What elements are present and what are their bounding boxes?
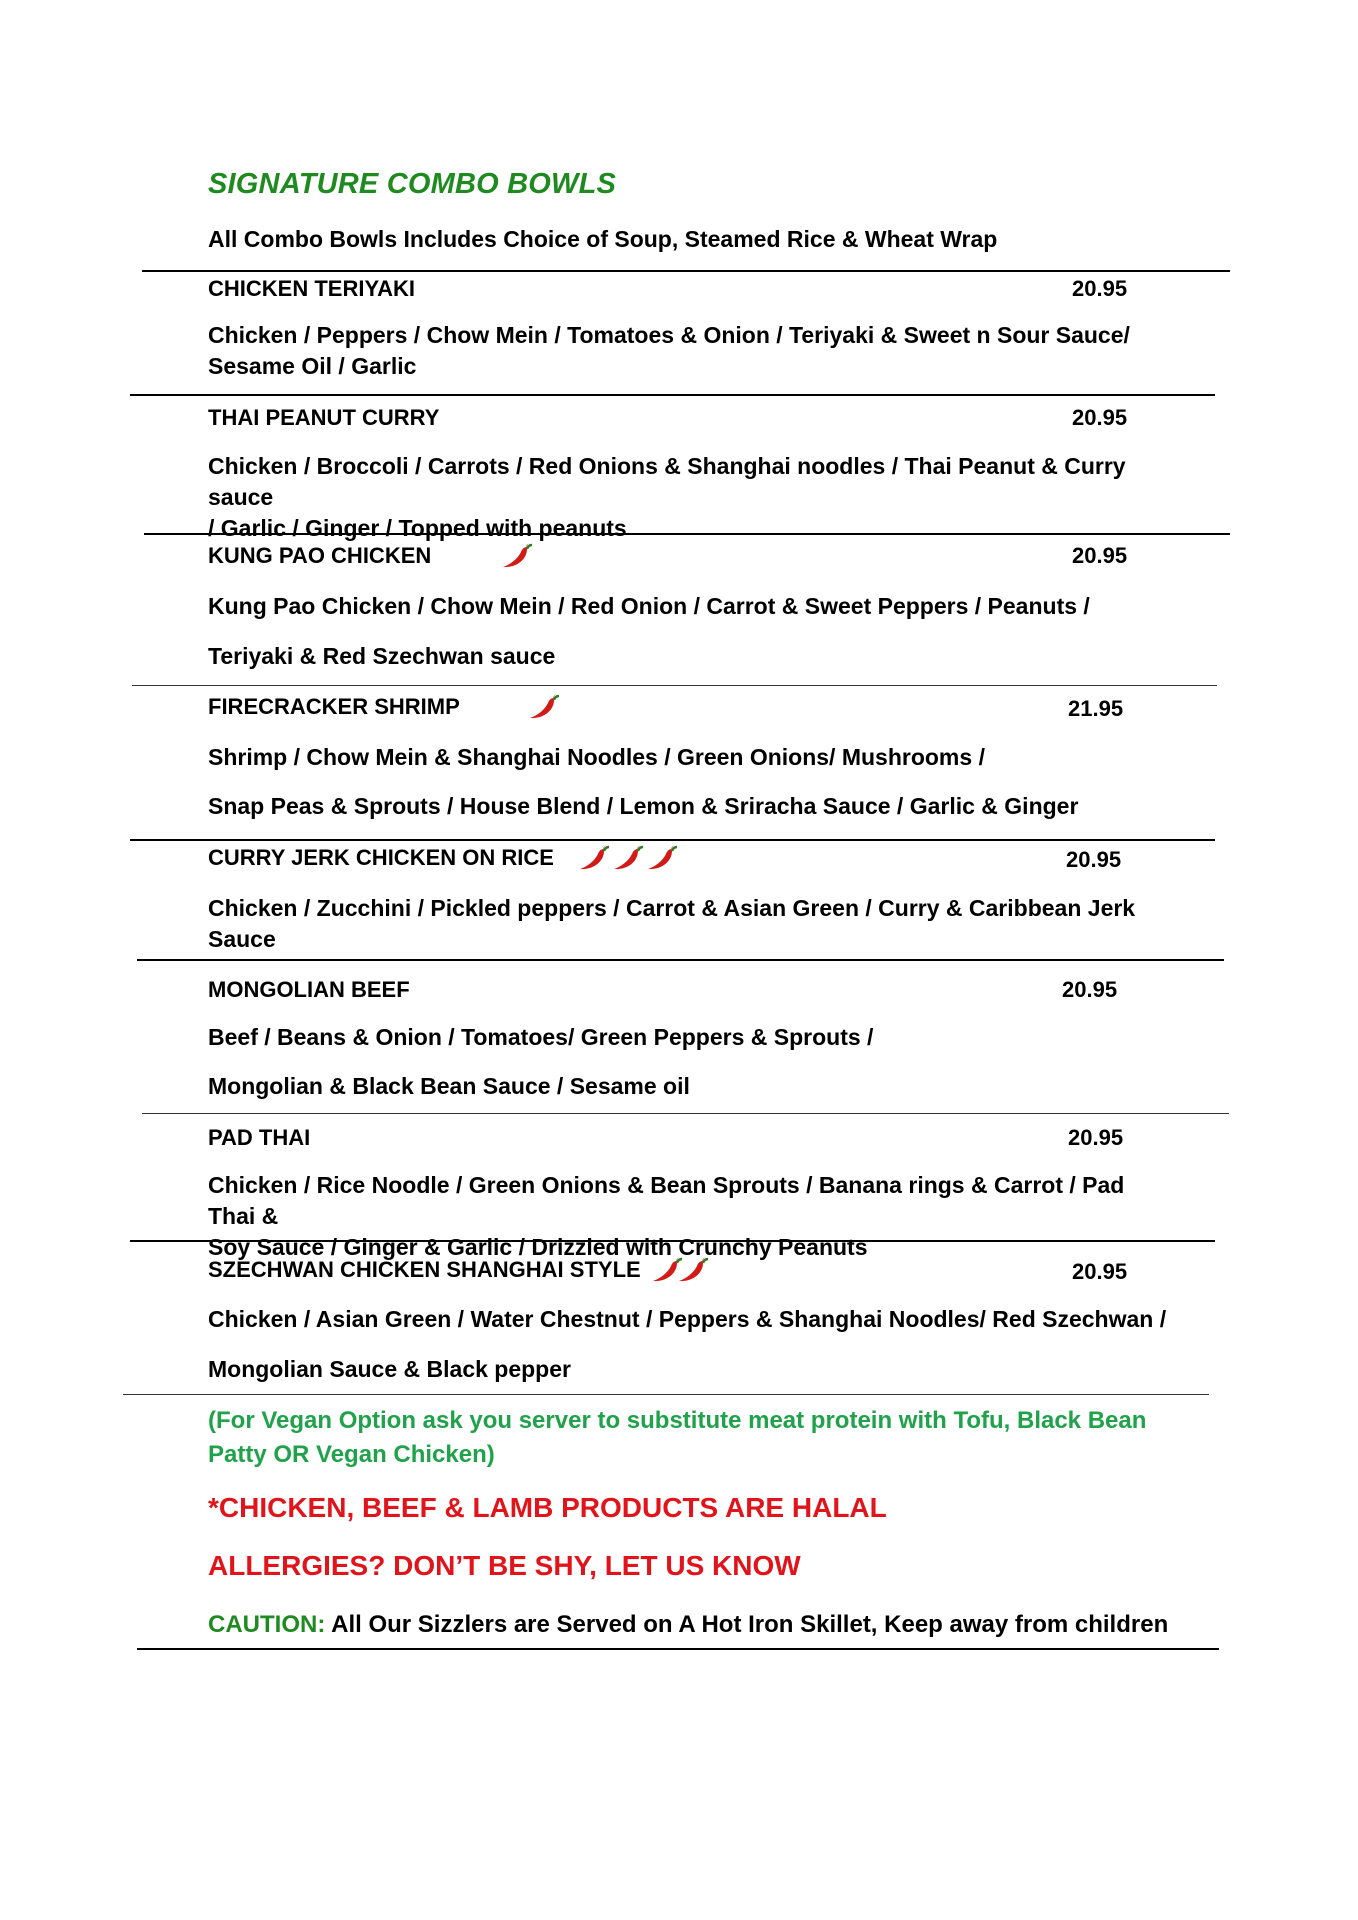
spice-level — [649, 1255, 709, 1285]
allergies-note: ALLERGIES? DON’T BE SHY, LET US KNOW — [208, 1550, 801, 1581]
menu-subtitle: All Combo Bowls Includes Choice of Soup, Steamed Rice & Wheat Wrap — [208, 226, 998, 252]
menu-item-desc: Chicken / Rice Noodle / Green Onions & Bean Sprouts / Banana rings & Carrot / Pad Thai & Soy Sauce / Ginger & Garlic / Drizzled with Crunchy Peanuts — [208, 1172, 1125, 1260]
caution-text: All Our Sizzlers are Served on A Hot Iron Skillet, Keep away from children — [331, 1611, 1169, 1638]
menu-item-name: MONGOLIAN BEEF — [208, 977, 410, 1002]
divider — [130, 839, 1215, 841]
menu-item-desc: Kung Pao Chicken / Chow Mein / Red Onion / Carrot & Sweet Peppers / Peanuts / Teriyaki & Red Szechwan sauce — [208, 593, 1090, 669]
caution-note — [208, 1611, 1168, 1639]
caution-label: CAUTION: — [208, 1611, 326, 1638]
divider — [137, 1648, 1219, 1650]
menu-title: SIGNATURE COMBO BOWLS — [208, 168, 617, 200]
menu-item-desc: Chicken / Peppers / Chow Mein / Tomatoes & Onion / Teriyaki & Sweet n Sour Sauce/ Sesame Oil / Garlic — [208, 322, 1130, 379]
divider — [142, 1113, 1229, 1114]
chili-pepper-icon — [526, 692, 560, 722]
divider — [137, 959, 1224, 961]
divider — [123, 1394, 1209, 1395]
menu-item-name: KUNG PAO CHICKEN — [208, 541, 533, 571]
menu-item-price: 21.95 — [1068, 696, 1124, 721]
spice-level — [576, 843, 678, 873]
menu-item-price: 20.95 — [1068, 1125, 1124, 1150]
menu-item-desc: Beef / Beans & Onion / Tomatoes/ Green Peppers & Sprouts / Mongolian & Black Bean Sauce / Sesame oil — [208, 1024, 874, 1099]
spice-level — [526, 692, 560, 722]
chili-pepper-icon — [576, 843, 610, 873]
divider — [142, 270, 1230, 272]
menu-item-price: 20.95 — [1072, 276, 1128, 301]
menu-item-desc: Chicken / Broccoli / Carrots / Red Onions & Shanghai noodles / Thai Peanut & Curry sauce / Garlic / Ginger / Topped with peanuts — [208, 453, 1126, 541]
divider — [132, 685, 1217, 686]
chili-pepper-icon — [675, 1255, 709, 1285]
chili-pepper-icon — [644, 843, 678, 873]
halal-note: *CHICKEN, BEEF & LAMB PRODUCTS ARE HALAL — [208, 1492, 887, 1523]
vegan-note: (For Vegan Option ask you server to substitute meat protein with Tofu, Black Bean Patty OR Vegan Chicken) — [208, 1407, 1147, 1468]
menu-item-name: CHICKEN TERIYAKI — [208, 276, 415, 301]
menu-item-desc: Chicken / Asian Green / Water Chestnut / Peppers & Shanghai Noodles/ Red Szechwan / Mongolian Sauce & Black pepper — [208, 1306, 1167, 1382]
menu-item-desc: Shrimp / Chow Mein & Shanghai Noodles / Green Onions/ Mushrooms / Snap Peas & Sprouts / House Blend / Lemon & Sriracha Sauce / Garlic & Ginger — [208, 744, 1079, 819]
menu-item-name: SZECHWAN CHICKEN SHANGHAI STYLE — [208, 1255, 709, 1285]
menu-item-name: FIRECRACKER SHRIMP — [208, 692, 560, 722]
spice-level — [499, 541, 533, 571]
divider — [130, 394, 1215, 396]
menu-item-price: 20.95 — [1066, 847, 1122, 872]
chili-pepper-icon — [499, 541, 533, 571]
menu-item-name: PAD THAI — [208, 1125, 311, 1150]
menu-item-name: THAI PEANUT CURRY — [208, 405, 440, 430]
menu-item-price: 20.95 — [1062, 977, 1118, 1002]
menu-item-price: 20.95 — [1072, 1259, 1128, 1284]
menu-item-name: CURRY JERK CHICKEN ON RICE — [208, 843, 678, 873]
chili-pepper-icon — [610, 843, 644, 873]
menu-item-desc: Chicken / Zucchini / Pickled peppers / Carrot & Asian Green / Curry & Caribbean Jerk Sauce — [208, 895, 1136, 952]
menu-item-price: 20.95 — [1072, 405, 1128, 430]
menu-item-price: 20.95 — [1072, 543, 1128, 568]
